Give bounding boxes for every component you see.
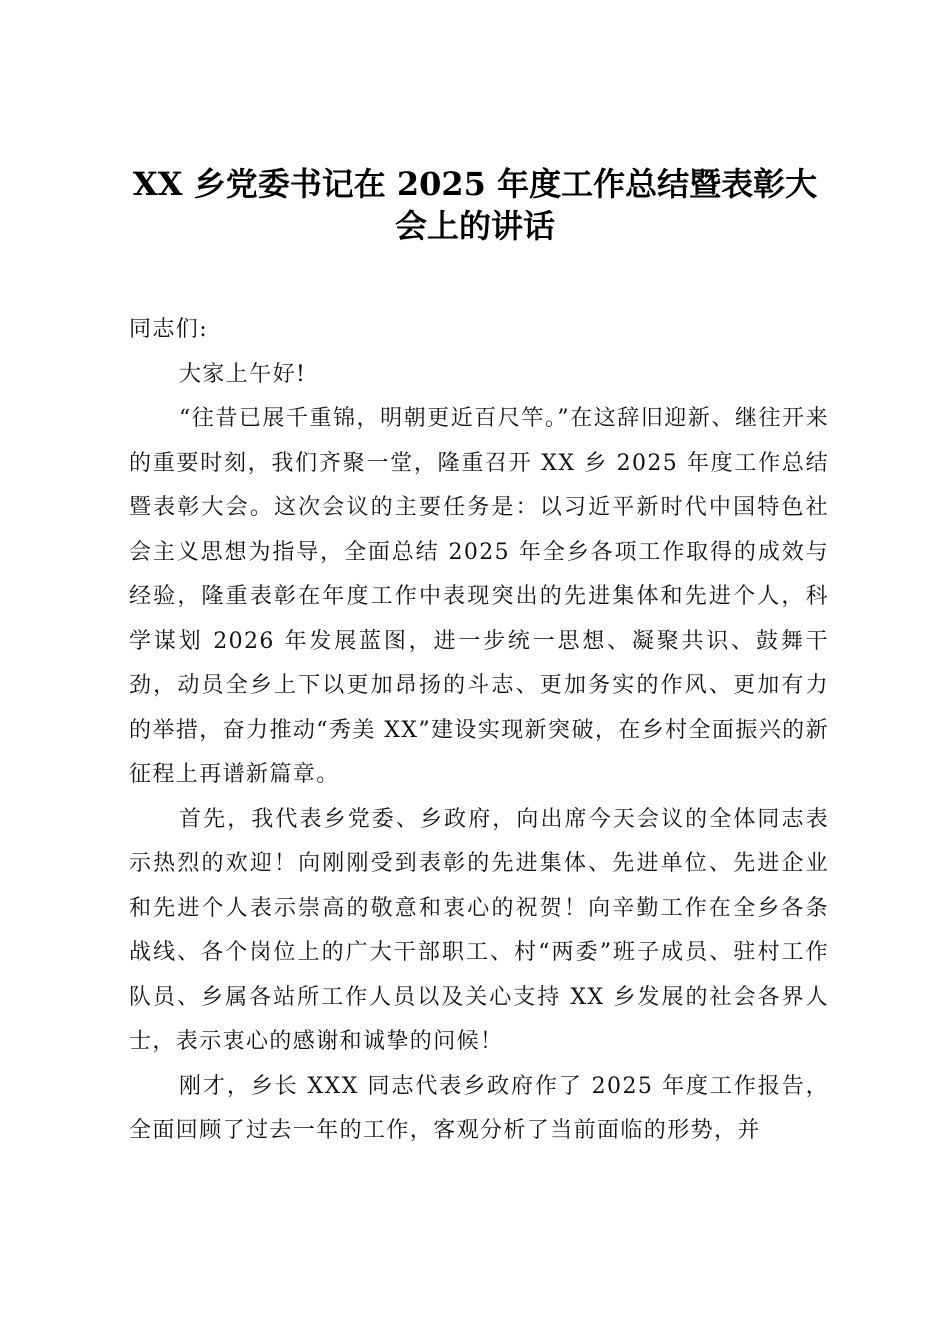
paragraph-greeting: 大家上午好! [179,361,307,387]
paragraph-opening: “往昔已展千重锦，明朝更近百尺竿。”在这辞旧迎新、继往开来的重要时刻，我们齐聚一堂，隆重召开 XX 乡 2025 年度工作总结暨表彰大会。这次会议的主要任务是：以习近平新时代中国特色社会主义思想为指导，全面总结 2025 年全乡各项工作取得的成效与经验，隆重表彰在年度工作中表现突出的先进集体和先进个人，科学谋划 2026 年发展蓝图，进一步统一思想、凝聚共识、鼓舞干劲，动员全乡上下以更加昂扬的斗志、更加务实的作风、更加有力的举措，奋力推动“秀美 XX”建设实现新突破，在乡村全面振兴的新征程上再谱新篇章。 [129,406,829,787]
document-title: XX 乡党委书记在 2025 年度工作总结暨表彰大会上的讲话 [132,165,818,245]
salutation: 同志们: [129,317,209,342]
paragraph-thanks: 首先，我代表乡党委、乡政府，向出席今天会议的全体同志表示热烈的欢迎！向刚刚受到表彰的先进集体、先进单位、先进企业和先进个人表示崇高的敬意和衷心的祝贺！向辛勤工作在全乡各条战线、各个岗位上的广大干部职工、村“两委”班子成员、驻村工作队员、乡属各站所工作人员以及关心支持 XX 乡发展的社会各界人士，表示衷心的感谢和诚挚的问候！ [129,806,829,1054]
paragraph-report: 刚才，乡长 XXX 同志代表乡政府作了 2025 年度工作报告，全面回顾了过去一年的工作，客观分析了当前面临的形势，并 [129,1073,829,1143]
speech-body [129,308,829,1154]
